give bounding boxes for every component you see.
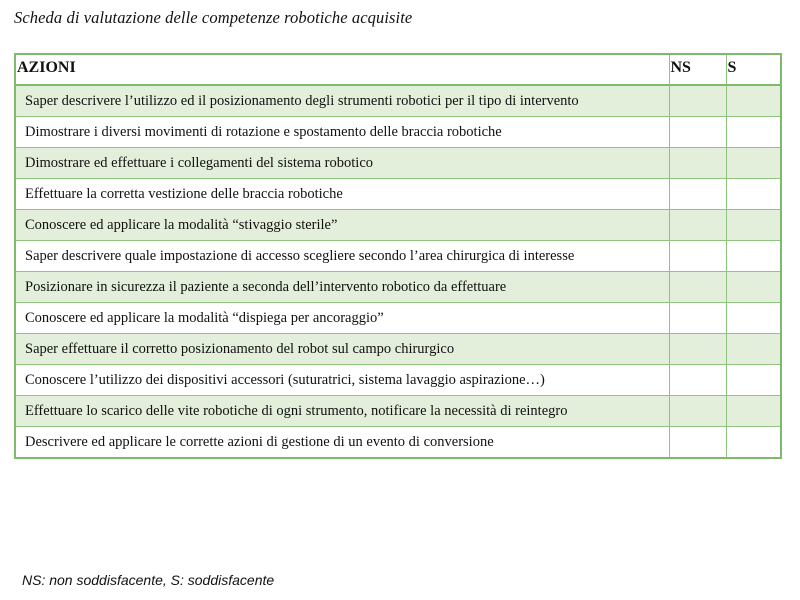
s-cell[interactable] [726, 365, 781, 396]
table-row [15, 334, 781, 365]
action-cell: Saper effettuare il corretto posizionamento del robot sul campo chirurgico [15, 334, 669, 365]
action-cell: Conoscere ed applicare la modalità “stivaggio sterile” [15, 210, 669, 241]
table-row [15, 427, 781, 459]
action-cell: Saper descrivere l’utilizzo ed il posizionamento degli strumenti robotici per il tipo di intervento [15, 85, 669, 117]
header-s: S [726, 54, 781, 85]
s-cell[interactable] [726, 148, 781, 179]
action-cell: Posizionare in sicurezza il paziente a seconda dell’intervento robotico da effettuare [15, 272, 669, 303]
evaluation-table [14, 53, 782, 459]
table-row [15, 303, 781, 334]
s-cell[interactable] [726, 241, 781, 272]
ns-cell[interactable] [669, 396, 726, 427]
ns-cell[interactable] [669, 334, 726, 365]
legend-note: NS: non soddisfacente, S: soddisfacente [22, 572, 275, 588]
table-row [15, 179, 781, 210]
table-row [15, 241, 781, 272]
s-cell[interactable] [726, 334, 781, 365]
header-actions: AZIONI [15, 54, 669, 85]
s-cell[interactable] [726, 272, 781, 303]
action-cell: Conoscere ed applicare la modalità “dispiega per ancoraggio” [15, 303, 669, 334]
ns-cell[interactable] [669, 85, 726, 117]
ns-cell[interactable] [669, 365, 726, 396]
action-cell: Effettuare la corretta vestizione delle braccia robotiche [15, 179, 669, 210]
s-cell[interactable] [726, 117, 781, 148]
table-header-row [15, 54, 781, 85]
action-cell: Effettuare lo scarico delle vite robotiche di ogni strumento, notificare la necessità di reintegro [15, 396, 669, 427]
table-row [15, 210, 781, 241]
page-title: Scheda di valutazione delle competenze robotiche acquisite [14, 8, 413, 27]
s-cell[interactable] [726, 396, 781, 427]
table-row [15, 117, 781, 148]
table-row [15, 365, 781, 396]
s-cell[interactable] [726, 427, 781, 459]
action-cell: Saper descrivere quale impostazione di accesso scegliere secondo l’area chirurgica di interesse [15, 241, 669, 272]
ns-cell[interactable] [669, 117, 726, 148]
action-cell: Dimostrare ed effettuare i collegamenti del sistema robotico [15, 148, 669, 179]
ns-cell[interactable] [669, 427, 726, 459]
s-cell[interactable] [726, 179, 781, 210]
ns-cell[interactable] [669, 241, 726, 272]
ns-cell[interactable] [669, 210, 726, 241]
table-row [15, 272, 781, 303]
action-cell: Conoscere l’utilizzo dei dispositivi accessori (suturatrici, sistema lavaggio aspirazione…) [15, 365, 669, 396]
s-cell[interactable] [726, 303, 781, 334]
ns-cell[interactable] [669, 179, 726, 210]
table-row [15, 396, 781, 427]
action-cell: Dimostrare i diversi movimenti di rotazione e spostamento delle braccia robotiche [15, 117, 669, 148]
ns-cell[interactable] [669, 303, 726, 334]
table-row [15, 148, 781, 179]
table-row [15, 85, 781, 117]
ns-cell[interactable] [669, 148, 726, 179]
s-cell[interactable] [726, 210, 781, 241]
action-cell: Descrivere ed applicare le corrette azioni di gestione di un evento di conversione [15, 427, 669, 459]
header-ns: NS [669, 54, 726, 85]
s-cell[interactable] [726, 85, 781, 117]
ns-cell[interactable] [669, 272, 726, 303]
